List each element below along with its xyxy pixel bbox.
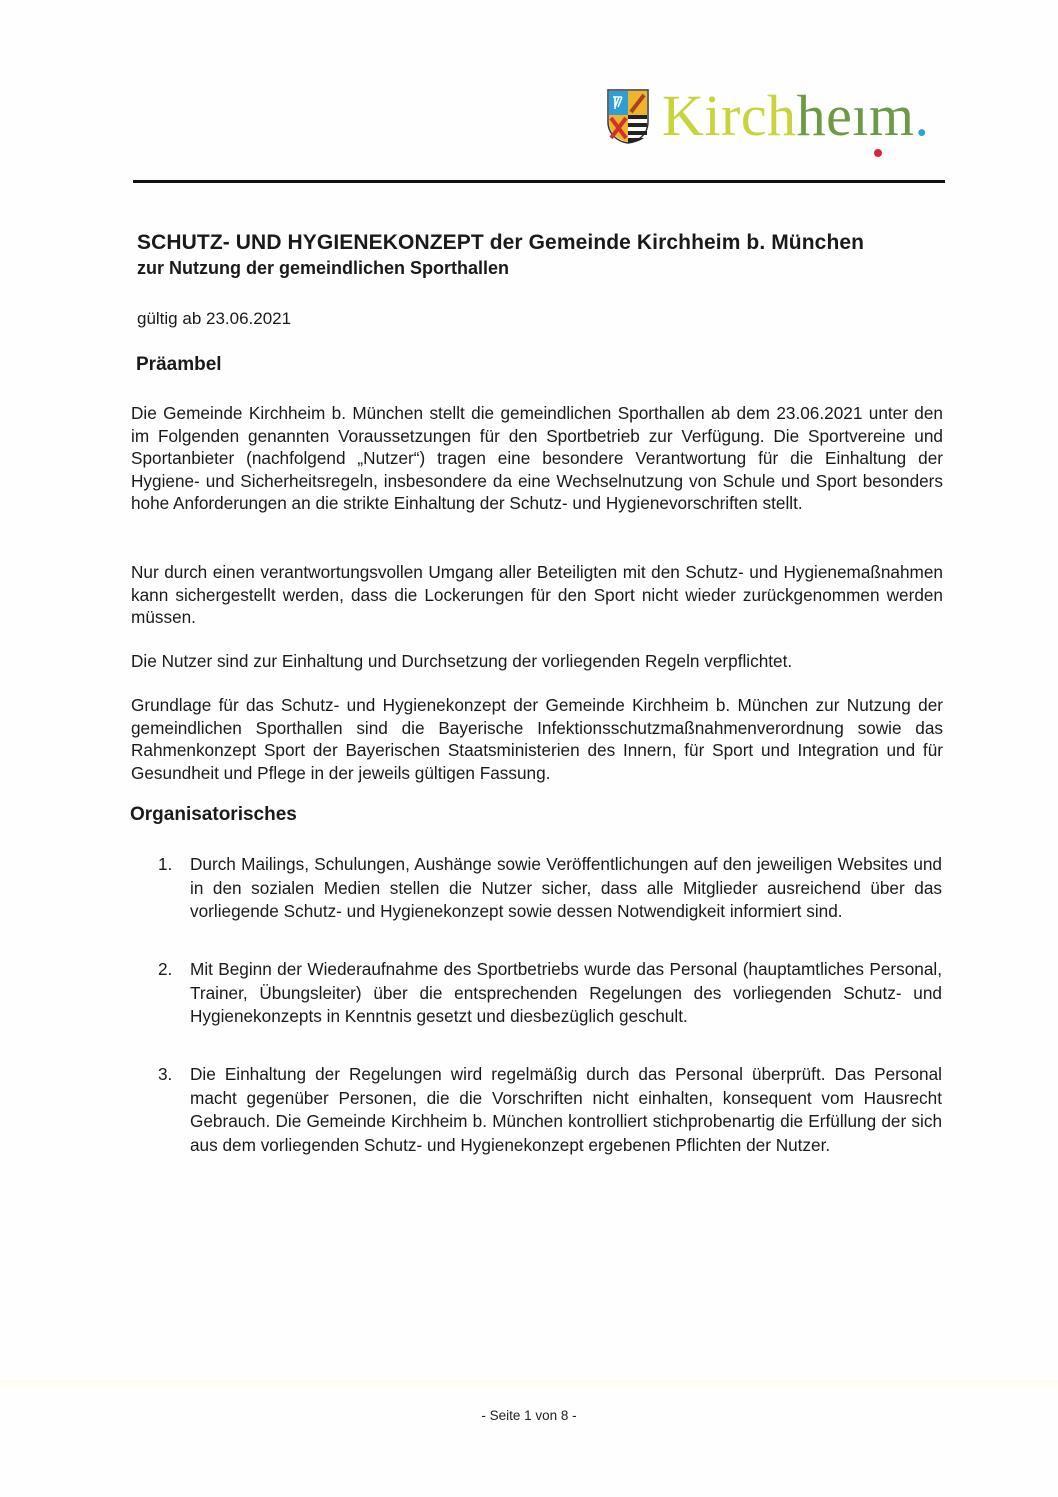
numbered-list bbox=[150, 853, 942, 924]
header-divider bbox=[133, 180, 945, 183]
preamble-paragraph: Nur durch einen verantwortungsvollen Umgang aller Beteiligten mit den Schutz- und Hygienemaßnahmen kann sichergestellt werden, dass die Lockerungen für den Sport nicht wieder zurückgenommen werden müssen. bbox=[131, 562, 943, 627]
preamble-paragraph: Grundlage für das Schutz- und Hygienekonzept der Gemeinde Kirchheim b. München zur Nutzung der gemeindlichen Sporthallen sind die Bayerische Infektionsschutzmaßnahmenverordnung sowie das Rahmenkonzept Sport der Bayerischen Staatsministerien des Innern, für Sport und Integration und für Gesundheit und Pflege in der jeweils gültigen Fassung. bbox=[131, 695, 943, 783]
logo-wordmark bbox=[662, 83, 930, 148]
section-heading-organisational: Organisatorisches bbox=[130, 804, 297, 825]
footer-band bbox=[0, 1380, 1058, 1394]
list-number: 3. bbox=[158, 1064, 173, 1084]
numbered-list bbox=[150, 958, 942, 1029]
list-number: 2. bbox=[158, 959, 173, 979]
logo-dot: . bbox=[914, 83, 930, 148]
document-title: SCHUTZ- UND HYGIENEKONZEPT der Gemeinde Kirchheim b. München bbox=[137, 231, 865, 254]
logo-text-kirch: Kirch bbox=[662, 83, 797, 148]
logo-text-heim: heım bbox=[796, 83, 915, 148]
list-item bbox=[150, 958, 942, 1029]
validity-date: gültig ab 23.06.2021 bbox=[137, 309, 292, 328]
list-item bbox=[150, 853, 942, 924]
numbered-list bbox=[150, 1063, 942, 1157]
list-item-text: Mit Beginn der Wiederaufnahme des Sportbetriebs wurde das Personal (hauptamtliches Personal, Trainer, Übungsleiter) über die entsprechenden Regelungen des vorliegenden Schutz- und Hygienekonzepts in Kenntnis gesetzt und diesbezüglich geschult. bbox=[190, 959, 942, 1026]
list-item bbox=[150, 1063, 942, 1157]
list-item-text: Durch Mailings, Schulungen, Aushänge sowie Veröffentlichungen auf den jeweiligen Websites und in den sozialen Medien stellen die Nutzer sicher, dass alle Mitglieder ausreichend über das vorliegende Schutz- und Hygienekonzept sowie dessen Notwendigkeit informiert sind. bbox=[190, 854, 942, 921]
list-item-text: Die Einhaltung der Regelungen wird regelmäßig durch das Personal überprüft. Das Personal macht gegenüber Personen, die die Vorschriften nicht einhalten, konsequent vom Hausrecht Gebrauch. Die Gemeinde Kirchheim b. München kontrolliert stichprobenartig die Erfüllung der sich aus dem vorliegenden Schutz- und Hygienekonzept ergebenen Pflichten der Nutzer. bbox=[190, 1064, 942, 1155]
kirchheim-logo bbox=[606, 83, 930, 156]
section-heading-preamble: Präambel bbox=[136, 354, 222, 375]
list-number: 1. bbox=[158, 854, 173, 874]
preamble-paragraph: Die Gemeinde Kirchheim b. München stellt die gemeindlichen Sporthallen ab dem 23.06.2021 unter den im Folgenden genannten Voraussetzungen für den Sportbetrieb zur Verfügung. Die Sportvereine und Sportanbieter (nachfolgend „Nutzer“) tragen eine besondere Verantwortung für die Einhaltung der Hygiene- und Sicherheitsregeln, insbesondere da eine Wechselnutzung von Schule und Sport besonders hohe Anforderungen an die strikte Einhaltung der Schutz- und Hygienevorschriften stellt. bbox=[131, 403, 943, 513]
page-number: - Seite 1 von 8 - bbox=[481, 1408, 577, 1423]
document-subtitle: zur Nutzung der gemeindlichen Sporthallen bbox=[137, 258, 510, 278]
logo-red-dot-icon bbox=[874, 149, 882, 157]
preamble-paragraph: Die Nutzer sind zur Einhaltung und Durchsetzung der vorliegenden Regeln verpflichtet. bbox=[131, 651, 793, 671]
coat-of-arms-icon bbox=[606, 88, 650, 144]
